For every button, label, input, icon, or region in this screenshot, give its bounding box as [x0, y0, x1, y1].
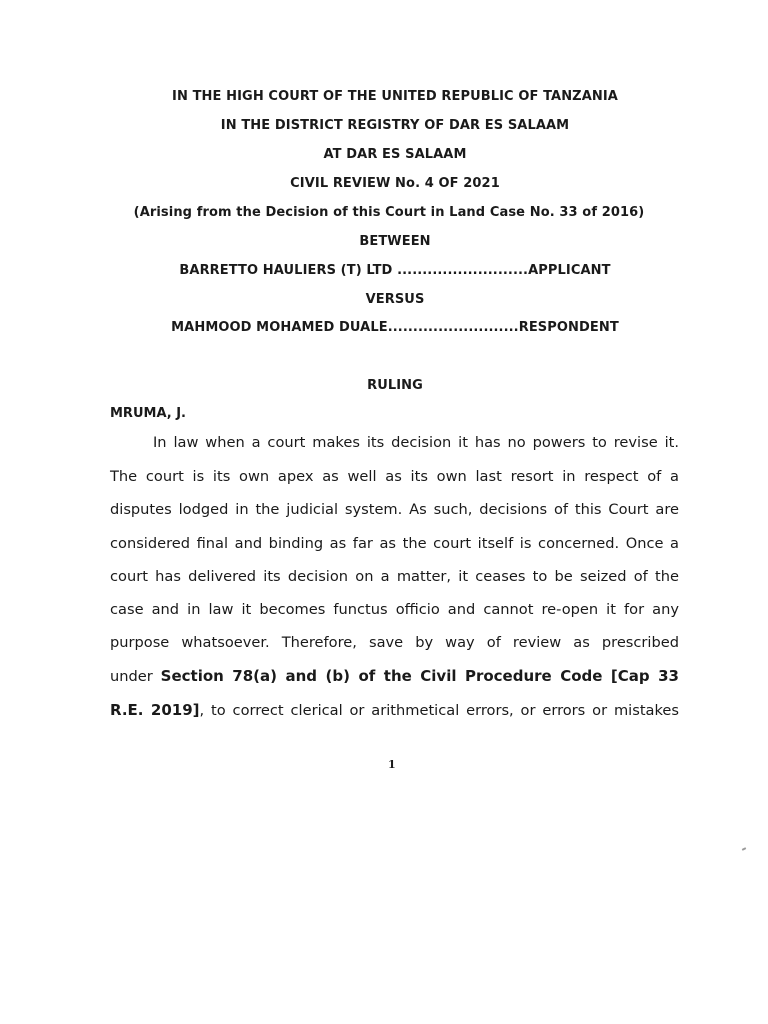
ruling-text-line-3: disputes lodged in the judicial system. As such, decisions of this Court are [110, 501, 679, 518]
between-label: BETWEEN [359, 234, 431, 249]
location-heading: AT DAR ES SALAAM [323, 147, 467, 162]
ruling-text-line-9 [110, 701, 679, 719]
statute-citation: Section 78(a) and (b) of the Civil Procedure Code [Cap 33 [160, 667, 679, 685]
court-name-heading: IN THE HIGH COURT OF THE UNITED REPUBLIC OF TANZANIA [172, 89, 618, 104]
page-number: 1 [388, 758, 396, 771]
ruling-text-line-8 [110, 667, 679, 685]
statute-citation-end: R.E. 2019] [110, 701, 200, 719]
case-number-heading: CIVIL REVIEW No. 4 OF 2021 [290, 176, 500, 191]
ruling-text-line-9-rest: , to correct clerical or arithmetical errors, or errors or mistakes [199, 702, 679, 719]
applicant-line: BARRETTO HAULIERS (T) LTD ..........................APPLICANT [179, 263, 611, 278]
versus-label: VERSUS [365, 292, 425, 307]
ruling-text-line-6: case and in law it becomes functus officio and cannot re-open it for any [110, 601, 679, 618]
ruling-title: RULING [367, 378, 423, 393]
judge-name: MRUMA, J. [110, 406, 186, 421]
registry-heading: IN THE DISTRICT REGISTRY OF DAR ES SALAAM [220, 118, 570, 133]
ruling-text-line-5: court has delivered its decision on a matter, it ceases to be seized of the [110, 568, 679, 585]
ruling-text-line-7: purpose whatsoever. Therefore, save by way of review as prescribed [110, 634, 679, 651]
ruling-text-line-2: The court is its own apex as well as its own last resort in respect of a [110, 468, 679, 485]
ruling-text-line-1: In law when a court makes its decision it has no powers to revise it. [153, 434, 679, 451]
ruling-text-line-8-prefix: under [110, 668, 161, 685]
scan-speck [742, 847, 746, 851]
respondent-line: MAHMOOD MOHAMED DUALE..........................RESPONDENT [171, 320, 619, 335]
ruling-text-line-4: considered final and binding as far as the court itself is concerned. Once a [110, 535, 679, 552]
arising-from-note: (Arising from the Decision of this Court in Land Case No. 33 of 2016) [133, 205, 645, 220]
